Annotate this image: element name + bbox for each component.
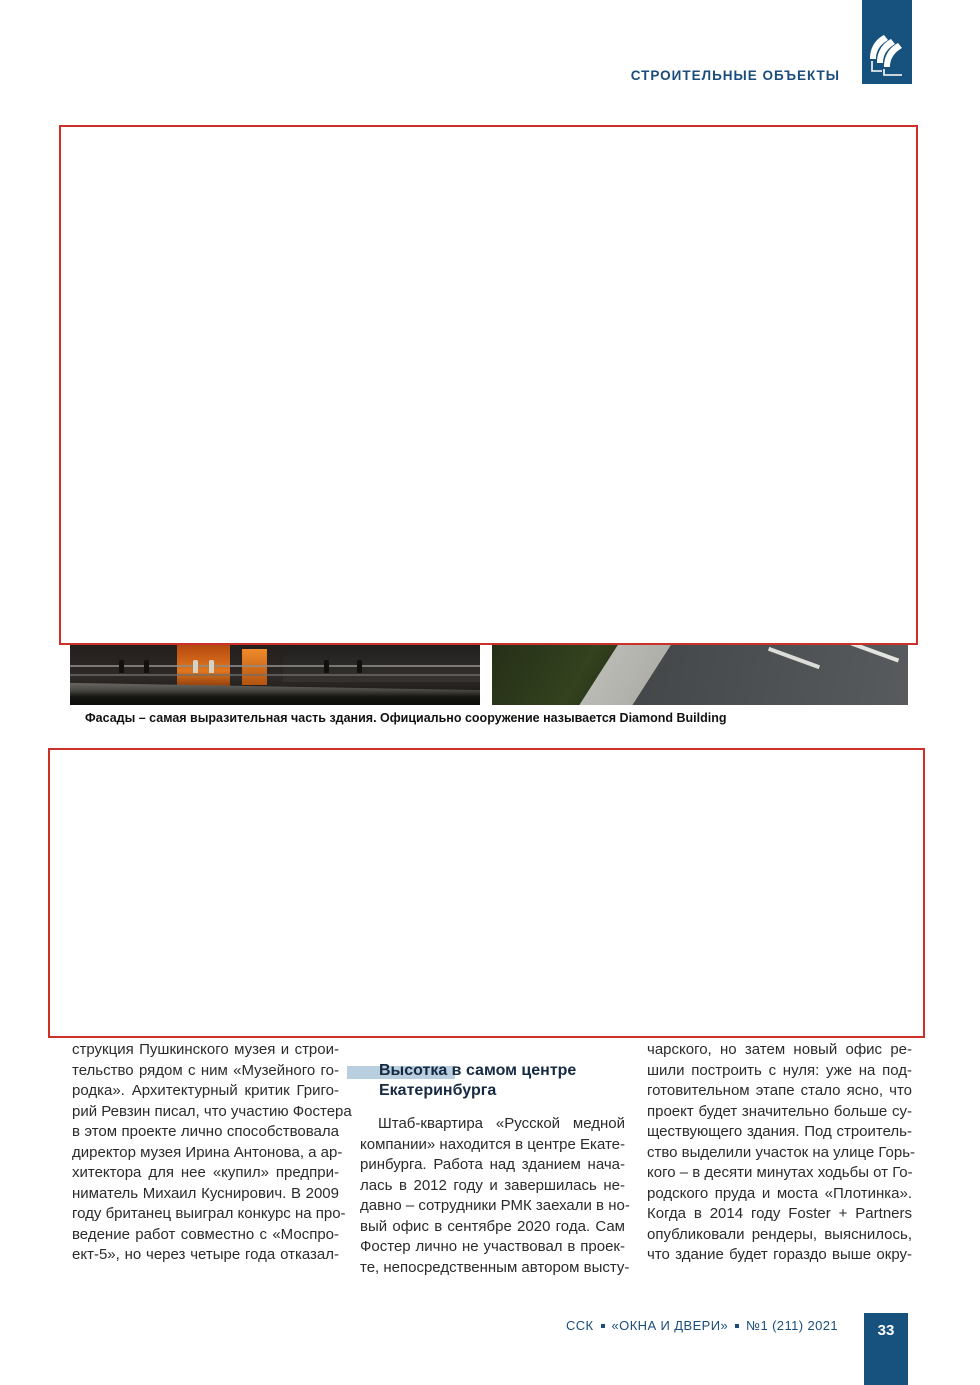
person-silhouette	[119, 660, 124, 673]
photo-caption: Фасады – самая выразительная часть здания. Официально сооружение называется Diamond Building	[85, 711, 727, 725]
railing-top	[70, 665, 480, 667]
footer-issue: №1 (211) 2021	[746, 1318, 838, 1333]
railing-bottom	[70, 674, 480, 676]
text-line: тельство рядом с ним «Музейного го-	[72, 1061, 339, 1079]
text-line: готовительном этапе стало ясно, что	[647, 1082, 912, 1099]
person-silhouette	[193, 660, 198, 673]
photo-terrace	[70, 645, 480, 705]
text-line: хитектора для нее «купил» предпри-	[72, 1164, 339, 1181]
text-column-middle	[360, 1048, 630, 1278]
text-line: что здание будет гораздо выше окру-	[647, 1246, 912, 1263]
text-line: вый офис в сентябре 2020 года. Сам	[360, 1217, 625, 1235]
text-line: ство выделили участок на улице Горь-	[647, 1143, 916, 1161]
person-silhouette	[144, 660, 149, 673]
image-placeholder-box-middle	[48, 748, 925, 1038]
text-line: Штаб-квартира «Русской медной	[378, 1115, 625, 1132]
text-line: те, непосредственным автором высту-	[360, 1258, 630, 1276]
footer-journal: ССК	[565, 1318, 594, 1333]
text-line: шили построить с нуля: уже на под-	[647, 1061, 912, 1079]
lane-marking	[767, 647, 819, 669]
person-silhouette	[324, 660, 329, 673]
text-line: ниматель Михаил Куснирович. В 2009	[72, 1184, 339, 1202]
text-line: в этом проекте лично способствовала	[72, 1123, 339, 1140]
footer-title: «ОКНА И ДВЕРИ»	[611, 1318, 729, 1333]
person-silhouette	[209, 660, 214, 673]
person-silhouette	[357, 660, 362, 673]
text-line: кого – в десяти минутах ходьбы от Го-	[647, 1164, 913, 1181]
lane-marking	[851, 645, 899, 662]
square-bullet-icon	[601, 1324, 605, 1328]
text-line: компании» находится в центре Екате-	[360, 1135, 625, 1153]
subheading-line: Екатеринбурга	[379, 1082, 497, 1099]
photo-road	[492, 645, 908, 705]
middle-column-body	[360, 1114, 630, 1278]
text-line: лась в 2012 году и завершилась не-	[360, 1176, 625, 1194]
text-line: давно – сотрудники РМК заехали в но-	[360, 1197, 630, 1214]
page-number-badge: 33	[864, 1313, 908, 1385]
text-line: директор музея Ирина Антонова, а ар-	[72, 1143, 343, 1161]
text-line: чарского, но затем новый офис ре-	[647, 1041, 912, 1058]
text-line: струкция Пушкинского музея и строи-	[72, 1041, 339, 1058]
footer-imprint	[0, 1318, 838, 1333]
text-column-left	[72, 1040, 352, 1266]
text-line: ринбурга. Работа над зданием нача-	[360, 1156, 625, 1173]
text-line: ект-5», но через четыре года отказал-	[72, 1246, 339, 1263]
text-line: году британец выиграл конкурс на про-	[72, 1205, 346, 1222]
text-line: родка». Архитектурный критик Григо-	[72, 1082, 339, 1099]
text-line: проект будет значительно больше су-	[647, 1102, 912, 1120]
text-line: Когда в 2014 году Foster + Partners	[647, 1205, 912, 1222]
square-bullet-icon	[735, 1324, 739, 1328]
building-shadow	[283, 645, 480, 682]
text-line: Фостер лично не участвовал в проек-	[360, 1238, 625, 1255]
text-line: родского пруда и моста «Плотинка».	[647, 1184, 912, 1202]
text-line: ведение работ совместно с «Моспро-	[72, 1225, 339, 1243]
section-label: СТРОИТЕЛЬНЫЕ ОБЪЕКТЫ	[630, 68, 840, 83]
text-column-right	[647, 1040, 916, 1266]
subheading-line: Высотка в самом центре	[379, 1062, 577, 1079]
text-line: опубликовали рендеры, выяснилось,	[647, 1225, 912, 1243]
article-subheading	[360, 1048, 625, 1101]
text-line: ществующего здания. Под строитель-	[647, 1123, 912, 1140]
brand-logo	[862, 0, 912, 84]
text-line: рий Ревзин писал, что участию Фостера	[72, 1102, 352, 1120]
image-placeholder-box-top	[59, 125, 918, 645]
